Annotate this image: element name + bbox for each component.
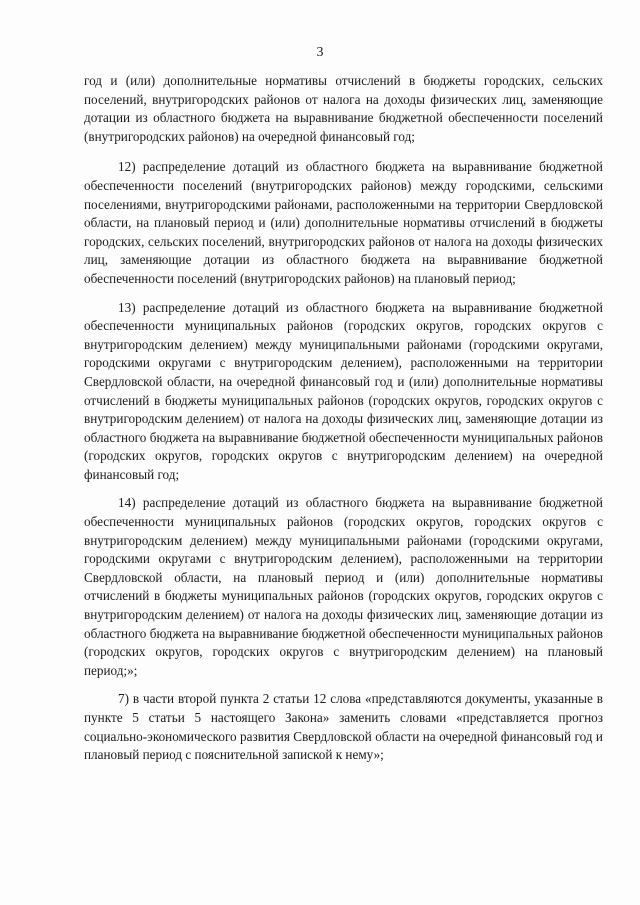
paragraph-item-13: 13) распределение дотаций из областного бюджета на выравнивание бюджетной обеспеченности муниципальных районов (городских округов, городских округов с внутригородским делением) между муниципальными районами (городскими округами, городскими округами с внутригородским делением), расположенными на территории Свердловской области, на очередной финансовый год и (или) дополнительные нормативы отчислений в бюджеты муниципальных районов (городских округов, городских округов с внутригородским делением) от налога на доходы физических лиц, заменяющие дотации из областного бюджета на выравнивание бюджетной обеспеченности муниципальных районов (городских округов, городских округов с внутригородским делением) на очередной финансовый год;	[84, 299, 603, 482]
document-body	[84, 72, 603, 775]
paragraph-continuation: год и (или) дополнительные нормативы отчислений в бюджеты городских, сельских поселений, внутригородских районов от налога на доходы физических лиц, заменяющие дотации из областного бюджета на выравнивание бюджетной обеспеченности поселений (внутригородских районов) на очередной финансовый год;	[84, 73, 603, 144]
paragraph-item-12: 12) распределение дотаций из областного бюджета на выравнивание бюджетной обеспеченности поселений (внутригородских районов) между городскими, сельскими поселениями, внутригородскими районами, расположенными на территории Свердловской области, на плановый период и (или) дополнительные нормативы отчислений в бюджеты городских, сельских поселений, внутригородских районов от налога на доходы физических лиц, заменяющие дотации из областного бюджета на выравнивание бюджетной обеспеченности поселений (внутригородских районов) на плановый период;	[84, 159, 603, 286]
paragraph-item-7: 7) в части второй пункта 2 статьи 12 слова «представляются документы, указанные в пункте 5 статьи 5 настоящего Закона» заменить словами «представляется прогноз социально-экономического развития Свердловской области на очередной финансовый год и плановый период с пояснительной запиской к нему»;	[84, 691, 603, 763]
page-number: 3	[316, 45, 324, 60]
paragraph-item-14: 14) распределение дотаций из областного бюджета на выравнивание бюджетной обеспеченности муниципальных районов (городских округов, городских округов с внутригородским делением) между муниципальными районами (городскими округами, городскими округами с внутригородским делением), расположенными на территории Свердловской области, на плановый период и (или) дополнительные нормативы отчислений в бюджеты муниципальных районов (городских округов, городских округов с внутригородским делением) от налога на доходы физических лиц, заменяющие дотации из областного бюджета на выравнивание бюджетной обеспеченности муниципальных районов (городских округов, городских округов с внутригородским делением) на плановый период;»;	[84, 495, 603, 678]
